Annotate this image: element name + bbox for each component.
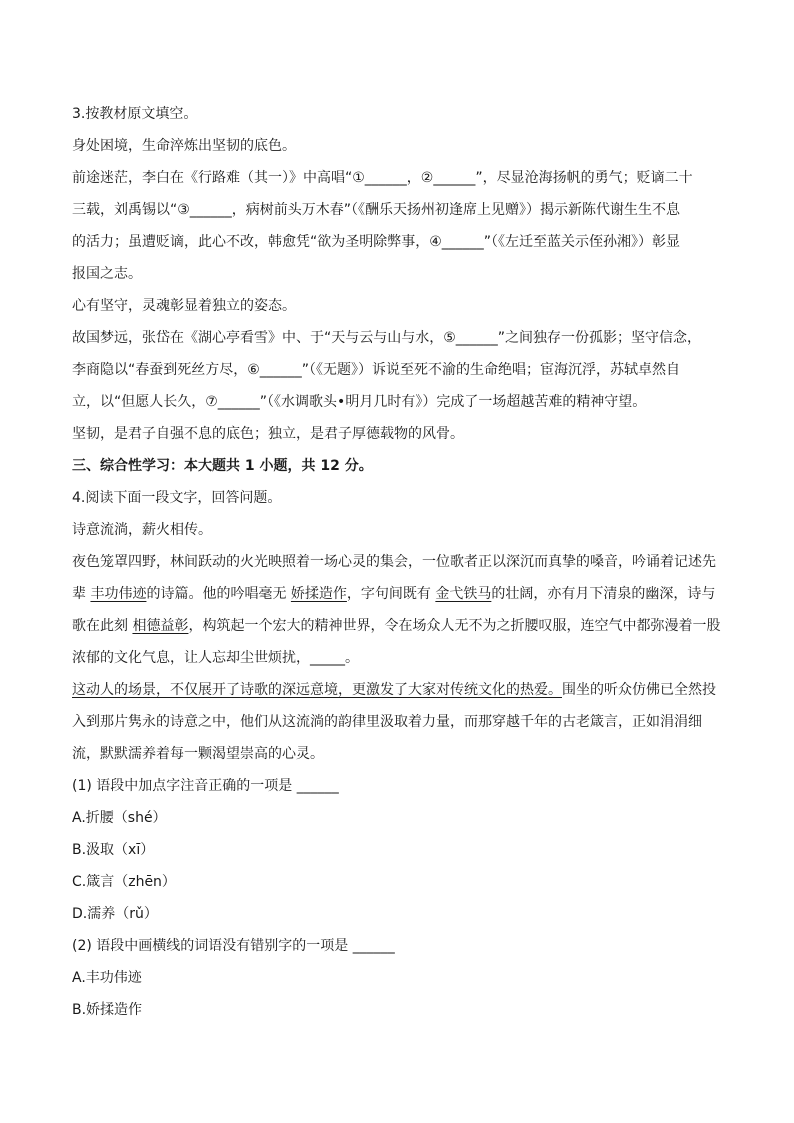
section-3-heading: 三、综合性学习：本大题共 1 小题，共 12 分。 bbox=[72, 458, 373, 474]
text-run: 围坐的听众仿佛已全然投 bbox=[562, 682, 716, 698]
q3-paragraph-2-line-3: 立，以“但愿人长久，⑦______”（《水调歌头•明月几时有》）完成了一场超越苦难的精神守望。 bbox=[72, 394, 647, 410]
document-page bbox=[72, 98, 722, 1026]
q4-sub1-option-a: A.折腰（shé） bbox=[72, 810, 167, 826]
text-run: 歌在此刻 bbox=[72, 618, 133, 634]
q4-paragraph-2-line-2: 入到那片隽永的诗意之中，他们从这流淌的韵律里汲取着力量，而那穿越千年的古老箴言，正如涓涓细 bbox=[72, 714, 702, 730]
q3-title: 3.按教材原文填空。 bbox=[72, 106, 198, 122]
q4-sub2-option-b: B.娇揉造作 bbox=[72, 1002, 143, 1018]
q4-sub2-question: (2) 语段中画横线的词语没有错别字的一项是 ______ bbox=[72, 938, 395, 954]
underlined-term-2: 娇揉造作 bbox=[290, 586, 347, 602]
q3-paragraph-1-line-1: 前途迷茫，李白在《行路难（其一）》中高唱“①______，②______”，尽显沧海扬帆的勇气；贬谪二十 bbox=[72, 170, 693, 186]
underlined-term-1: 丰功伟迹 bbox=[90, 586, 147, 602]
q4-paragraph-2-line-1 bbox=[72, 674, 722, 706]
text-run: ，构筑起一个宏大的精神世界，令在场众人无不为之折腰叹服，连空气中都弥漫着一股 bbox=[188, 618, 721, 634]
q3-closing: 坚韧，是君子自强不息的底色；独立，是君子厚德载物的风骨。 bbox=[72, 426, 464, 442]
q3-subheading-1: 身处困境，生命淬炼出坚韧的底色。 bbox=[72, 138, 296, 154]
q3-paragraph-1-line-2: 三载，刘禹锡以“③______，病树前头万木春”（《酬乐天扬州初逢席上见赠》）揭示新陈代谢生生不息 bbox=[72, 202, 681, 218]
q4-title: 4.阅读下面一段文字，回答问题。 bbox=[72, 490, 282, 506]
q4-sub1-option-c: C.箴言（zhēn） bbox=[72, 874, 176, 890]
underlined-sentence: 这动人的场景，不仅展开了诗歌的深远意境，更激发了大家对传统文化的热爱。 bbox=[72, 682, 562, 698]
q3-paragraph-1-line-3: 的活力；虽遭贬谪，此心不改，韩愈凭“欲为圣明除弊事，④______”（《左迁至蓝关示侄孙湘》）彰显 bbox=[72, 234, 681, 250]
q3-paragraph-2-line-1: 故国梦远，张岱在《湖心亭看雪》中、于“天与云与山与水，⑤______”之间独存一份孤影；坚守信念， bbox=[72, 330, 702, 346]
q4-paragraph-2-line-3: 流，默默濡养着每一颗渴望崇高的心灵。 bbox=[72, 746, 324, 762]
q3-paragraph-2-line-2: 李商隐以“春蚕到死丝方尽，⑥______”（《无题》）诉说至死不渝的生命绝唱；宦海沉浮，苏轼卓然自 bbox=[72, 362, 681, 378]
q3-subheading-2: 心有坚守，灵魂彰显着独立的姿态。 bbox=[72, 298, 296, 314]
text-run: ，字句间既有 bbox=[346, 586, 436, 602]
q4-sub1-question: (1) 语段中加点字注音正确的一项是 ______ bbox=[72, 778, 339, 794]
q4-paragraph-1-line-3 bbox=[72, 610, 722, 642]
q4-sub2-option-a: A.丰功伟迹 bbox=[72, 970, 142, 986]
underlined-term-3: 金弋铁马 bbox=[435, 586, 492, 602]
q4-paragraph-1-line-2 bbox=[72, 578, 722, 610]
q4-sub1-option-d: D.濡养（rǔ） bbox=[72, 906, 158, 922]
q4-passage-title: 诗意流淌，薪火相传。 bbox=[72, 522, 212, 538]
q4-paragraph-1-line-4: 浓郁的文化气息，让人忘却尘世烦扰，_____。 bbox=[72, 650, 359, 666]
q4-sub1-option-b: B.汲取（xī） bbox=[72, 842, 155, 858]
q4-paragraph-1-line-1: 夜色笼罩四野，林间跃动的火光映照着一场心灵的集会，一位歌者正以深沉而真挚的嗓音，吟诵着记述先 bbox=[72, 554, 716, 570]
text-run: 辈 bbox=[72, 586, 91, 602]
text-run: 的诗篇。他的吟唱毫无 bbox=[146, 586, 291, 602]
underlined-term-4: 相德益彰 bbox=[132, 618, 189, 634]
q3-paragraph-1-line-4: 报国之志。 bbox=[72, 266, 142, 282]
text-run: 的壮阔，亦有月下清泉的幽深，诗与 bbox=[491, 586, 716, 602]
